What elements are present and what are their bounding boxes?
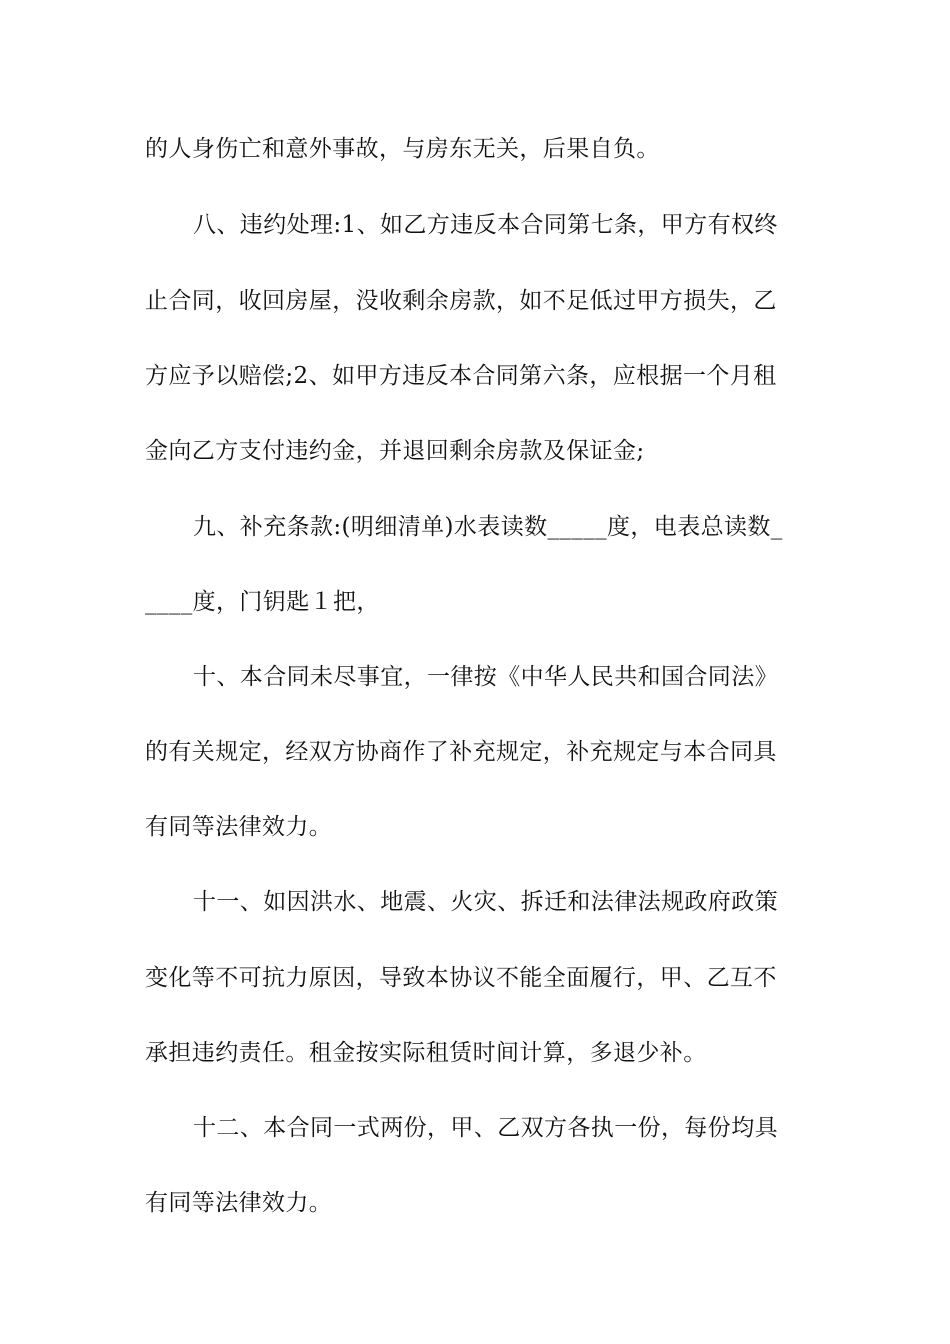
text-line: 金向乙方支付违约金，并退回剩余房款及保证金; [145,438,645,464]
text-line: 止合同，收回房屋，没收剩余房款，如不足低过甲方损失，乙 [145,288,777,314]
text-line: 承担违约责任。租金按实际租赁时间计算，多退少补。 [145,1040,707,1066]
clause-10-line: 十、本合同未尽事宜，一律按《中华人民共和国合同法》 [193,664,778,690]
clause-9-line: 九、补充条款:(明细清单)水表读数_____度，电表总读数_ [193,514,783,540]
text-line: 方应予以赔偿;2、如甲方违反本合同第六条，应根据一个月租 [145,363,777,389]
text-line: ____度，门钥匙１把， [145,589,380,615]
text-line: 变化等不可抗力原因，导致本协议不能全面履行，甲、乙互不 [145,965,777,991]
text-line: 的有关规定，经双方协商作了补充规定，补充规定与本合同具 [145,739,777,765]
clause-11-line: 十一、如因洪水、地震、火灾、拆迁和法律法规政府政策 [193,889,778,915]
text-line: 有同等法律效力。 [145,814,333,840]
text-line: 的人身伤亡和意外事故，与房东无关，后果自负。 [145,136,660,162]
clause-12-line: 十二、本合同一式两份，甲、乙双方各执一份，每份均具 [193,1115,778,1141]
text-line: 有同等法律效力。 [145,1190,333,1216]
clause-8-line: 八、违约处理:1、如乙方违反本合同第七条，甲方有权终 [193,212,778,238]
